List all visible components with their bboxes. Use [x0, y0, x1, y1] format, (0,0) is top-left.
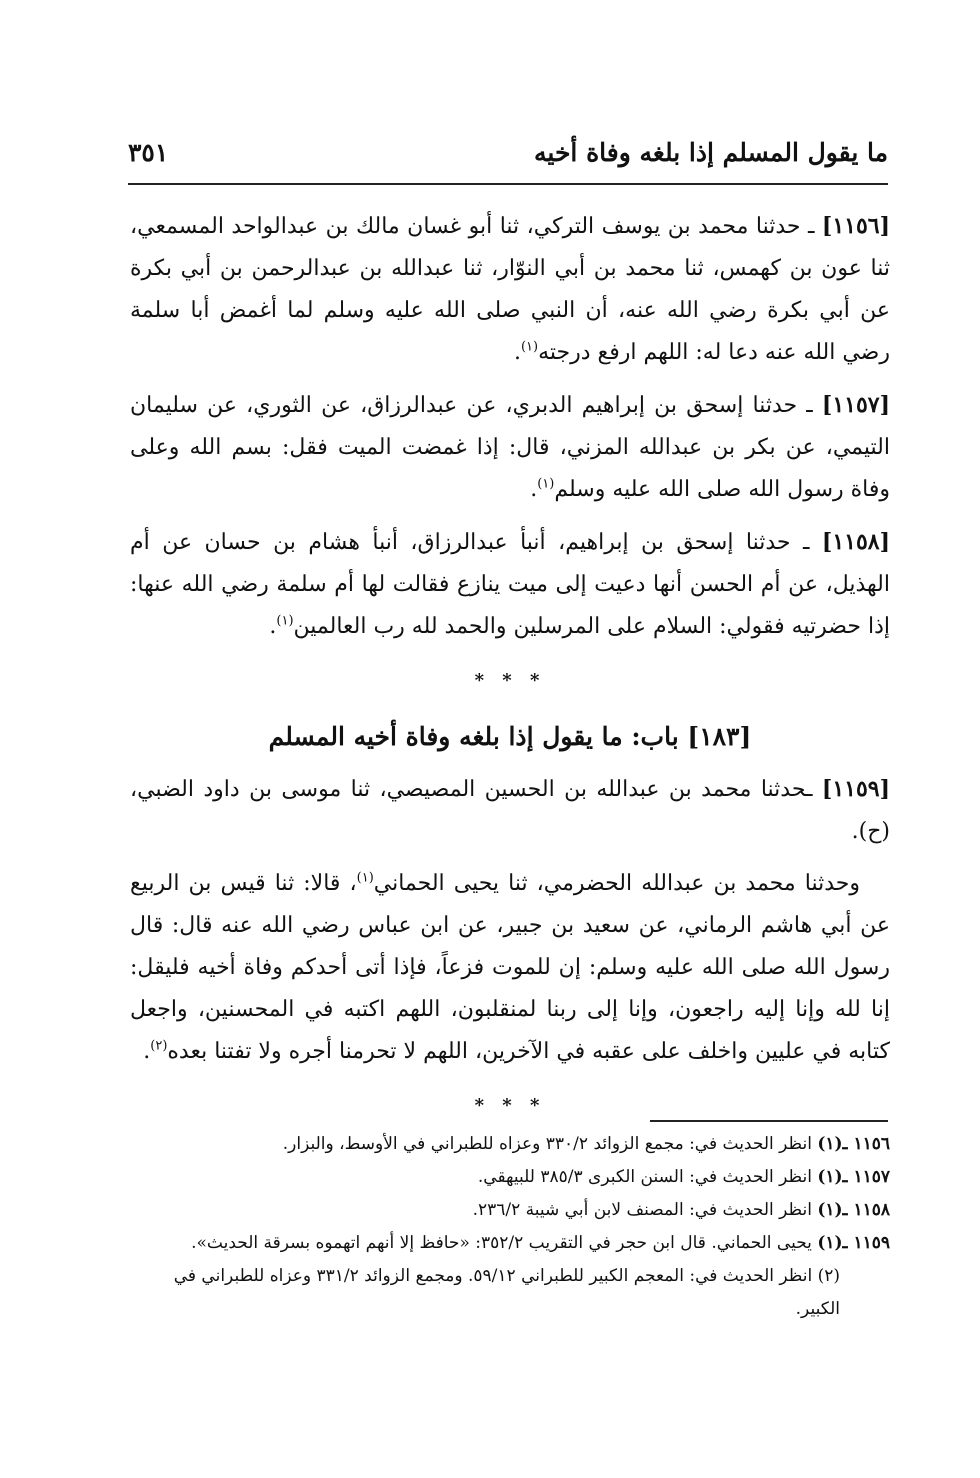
- footnote-continuation: (٢) انظر الحديث في: المعجم الكبير للطبراني ٥٩/١٢. ومجمع الزوائد ٣٣١/٢ وعزاه للطبراني في الكبير.: [173, 1266, 840, 1319]
- hadith-number: [١١٥٦]: [821, 213, 890, 239]
- hadith-number: [١١٥٧]: [821, 392, 890, 418]
- page-header: [128, 138, 888, 180]
- hadith-1158: [١١٥٨] ـ حدثنا إسحق بن إبراهيم، أنبأ عبدالرزاق، أنبأ هشام بن حسان عن أم الهذيل، عن أم الحسن أنها دعيت إلى ميت ينازع فقالت لها أم سلمة رضي الله عنها: إذا حضرتيه فقولي: السلام على المرسلين والحمد لله رب العالمين$^{(١)}$.: [130, 529, 890, 639]
- footnote-text: انظر الحديث في: المصنف لابن أبي شيبة ٢٣٦/٢.: [472, 1200, 818, 1220]
- page-number: ٣٥١: [128, 138, 169, 167]
- hadith-number: [١١٥٨]: [821, 529, 890, 555]
- hadith-1156: [١١٥٦] ـ حدثنا محمد بن يوسف التركي، ثنا أبو غسان مالك بن عبدالواحد المسمعي، ثنا عون بن كهمس، ثنا محمد بن أبي النوّار، ثنا عبدالله بن عبدالرحمن بن أبي بكرة عن أبي بكرة رضي الله عنه، أن النبي صلى الله عليه وسلم لما أغمض أبا سلمة رضي الله عنه دعا له: اللهم ارفع درجته$^{(١)}$.: [130, 213, 890, 365]
- footnote-ref: (١): [537, 476, 555, 492]
- footnote: [130, 1161, 890, 1194]
- hadith-number: [١١٥٩]: [821, 776, 890, 802]
- footnote: [130, 1194, 890, 1227]
- footnote-ref: (١): [276, 613, 294, 629]
- footnote-id: ١١٥٧ ـ(١): [817, 1167, 890, 1187]
- chapter-heading: [١٨٣] باب: ما يقول إذا بلغه وفاة أخيه المسلم: [268, 722, 752, 751]
- hadith-text: ـحدثنا محمد بن عبدالله بن الحسين المصيصي، ثنا موسى بن داود الضبي، (ح).: [130, 777, 890, 844]
- footnote: [130, 1227, 890, 1260]
- hadith-1159-isnad: [130, 768, 890, 853]
- hadith-text: ، قالا: ثنا قيس بن الربيع عن أبي هاشم الرماني، عن سعيد بن جبير، عن ابن عباس رضي الله عنه قال: قال رسول الله صلى الله عليه وسلم: إن للموت فزعاً، فإذا أتى أحدكم وفاة أخيه فليقل: إنا لله وإنا إليه راجعون، وإنا إلى ربنا لمنقلبون، اللهم اكتبه في المحسنين، واجعل كتابه في عليين واخلف على عقبه في الآخرين، اللهم لا تحرمنا أجره ولا تفتنا بعده: [130, 871, 890, 1064]
- hadith-text: ـ حدثنا محمد بن يوسف التركي، ثنا أبو غسان مالك بن عبدالواحد المسمعي، ثنا عون بن كهمس، ثنا محمد بن أبي النوّار، ثنا عبدالله بن عبدالرحمن بن أبي بكرة عن أبي بكرة رضي الله عنه، أن النبي صلى الله عليه وسلم لما أغمض أبا سلمة رضي الله عنه دعا له: اللهم ارفع درجته: [130, 214, 890, 365]
- hadith-1159-text: وحدثنا محمد بن عبدالله الحضرمي، ثنا يحيى الحماني$^{(١)}$، قالا: ثنا قيس بن الربيع عن أبي هاشم الرماني، عن سعيد بن جبير، عن ابن عباس رضي الله عنه قال: قال رسول الله صلى الله عليه وسلم: إن للموت فزعاً، فإذا أتى أحدكم وفاة أخيه فليقل: إنا لله وإنا إليه راجعون، وإنا إلى ربنا لمنقلبون، اللهم اكتبه في المحسنين، واجعل كتابه في عليين واخلف على عقبه في الآخرين، اللهم لا تحرمنا أجره ولا تفتنا بعده$^{(٢)}$.: [130, 870, 890, 1064]
- hadith-text: ـ حدثنا إسحق بن إبراهيم، أنبأ عبدالرزاق، أنبأ هشام بن حسان عن أم الهذيل، عن أم الحسن أنها دعيت إلى ميت ينازع فقالت لها أم سلمة رضي الله عنها: إذا حضرتيه فقولي: السلام على المرسلين والحمد لله رب العالمين: [130, 530, 890, 639]
- footnote-text: انظر الحديث في: السنن الكبرى ٣٨٥/٣ للبيهقي.: [477, 1167, 818, 1187]
- main-text: [130, 205, 890, 1141]
- footnote-ref: (١): [520, 339, 539, 355]
- footnotes: [130, 1128, 890, 1326]
- hadith-1157: [١١٥٧] ـ حدثنا إسحق بن إبراهيم الدبري، عن عبدالرزاق، عن الثوري، عن سليمان التيمي، عن بكر بن عبدالله المزني، قال: إذا غمضت الميت فقل: بسم الله وعلى وفاة رسول الله صلى الله عليه وسلم$^{(١)}$.: [130, 392, 890, 502]
- hadith-text: وحدثنا محمد بن عبدالله الحضرمي، ثنا يحيى الحماني: [373, 871, 860, 896]
- footnote-id: ١١٥٨ ـ(١): [817, 1200, 890, 1220]
- running-title: ما يقول المسلم إذا بلغه وفاة أخيه: [534, 138, 888, 167]
- footnote-id: ١١٥٦ ـ(١): [817, 1134, 890, 1154]
- section-separator: * * *: [474, 1095, 546, 1116]
- footnote-ref: (١): [356, 870, 374, 886]
- section-separator: * * *: [474, 670, 546, 691]
- hadith-text: ـ حدثنا إسحق بن إبراهيم الدبري، عن عبدالرزاق، عن الثوري، عن سليمان التيمي، عن بكر بن عبدالله المزني، قال: إذا غمضت الميت فقل: بسم الله وعلى وفاة رسول الله صلى الله عليه وسلم: [130, 393, 890, 502]
- footnote: [130, 1128, 890, 1161]
- footnote-text: يحيى الحماني. قال ابن حجر في التقريب ٣٥٢/٢: «حافظ إلا أنهم اتهموه بسرقة الحديث».: [191, 1233, 818, 1253]
- footnote-ref: (٢): [150, 1038, 168, 1054]
- header-rule: [128, 183, 888, 185]
- footnote-rule: [650, 1120, 888, 1122]
- footnote-id: ١١٥٩ ـ(١): [817, 1233, 890, 1253]
- footnote-text: انظر الحديث في: مجمع الزوائد ٣٣٠/٢ وعزاه للطبراني في الأوسط، والبزار.: [282, 1134, 818, 1154]
